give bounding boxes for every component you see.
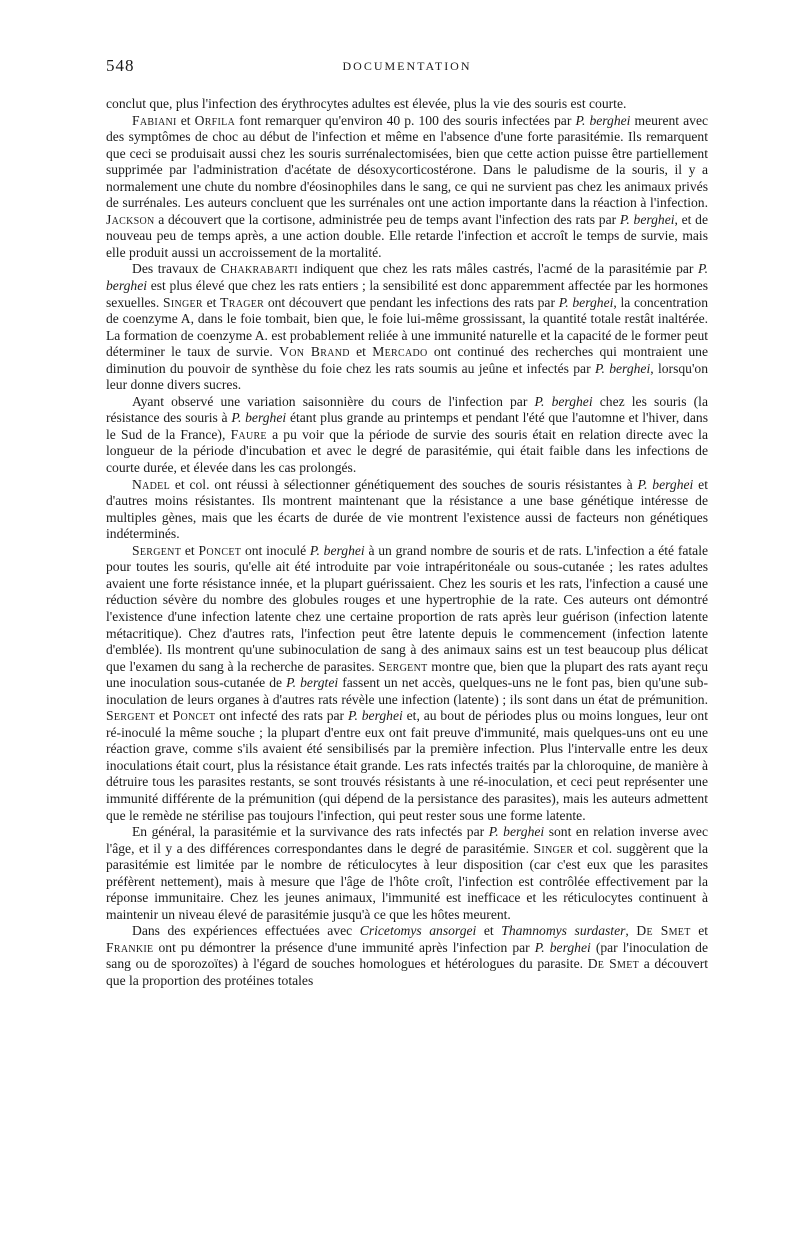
text-run: indiquent que chez les rats mâles castrés, l'acmé de la parasitémie par — [297, 261, 699, 277]
author-name: Fabiani — [132, 112, 177, 128]
author-name: Sergent — [106, 708, 156, 724]
author-name: Mercado — [372, 344, 428, 360]
author-name: Chakrabarti — [220, 261, 298, 277]
species-name: P. berghei — [309, 542, 365, 558]
species-name: P. berghei — [594, 360, 651, 376]
species-name: P. berghei — [106, 261, 708, 294]
author-name: De Smet — [587, 956, 640, 972]
text-run: sont en relation inverse avec l'âge, et il y a des différences correspondantes dans le degré de parasitémie. — [106, 824, 709, 856]
text-run: En général, la parasitémie et la survivance des rats infectés par — [132, 824, 489, 840]
species-name: P. berghei — [619, 211, 675, 227]
text-run: , — [625, 923, 637, 939]
species-name: Cricetomys ansorgei — [359, 923, 477, 939]
species-name: P. berghei — [534, 939, 591, 955]
text-run: et — [181, 542, 199, 558]
text-run: Ayant observé une variation saisonnière du cours de l'infection par — [132, 393, 535, 409]
text-run: et — [690, 923, 708, 939]
paragraph — [106, 477, 708, 543]
text-run: ont continué des recherches qui montraient une diminution du pouvoir de synthèse du foie chez les rats soumis au jeûne et infectés par — [106, 344, 708, 376]
species-name: P. berghei — [488, 824, 545, 840]
author-name: Singer — [533, 840, 574, 856]
text-run: et — [349, 344, 373, 360]
text-run: a découvert que la cortisone, administrée peu de temps avant l'infection des rats par — [154, 211, 620, 227]
text-run: ont infecté des rats par — [215, 708, 348, 724]
text-run: font remarquer qu'environ 40 p. 100 des souris infectées par — [235, 112, 576, 128]
species-name: P. berghei — [231, 410, 287, 426]
author-name: Orfila — [194, 112, 236, 128]
running-head: DOCUMENTATION — [342, 59, 472, 73]
text-run: ont inoculé — [241, 542, 310, 558]
page-header — [106, 56, 708, 82]
paragraph — [106, 923, 708, 989]
text-run: (par l'inoculation de sang ou de sporozoïtes) à l'égard de souches homologues et hétérologues du parasite. — [106, 939, 709, 972]
text-run: et — [476, 923, 502, 939]
paragraph — [106, 543, 708, 824]
author-name: Poncet — [198, 542, 242, 558]
text-run: et — [202, 294, 221, 310]
text-run: étant plus grande au printemps et pendant l'été que l'automne et l'hiver, dans le Sud de la France), — [106, 410, 708, 442]
text-run: , la concentration de coenzyme A, dans le foie tombait, bien que, le foie lui-même grossissant, la quantité totale restât inaltérée. La formation de coenzyme A. est probablement reliée à une immunité naturelle et la capacité de le former peut déterminer le taux de survie. — [106, 294, 709, 360]
paragraph — [106, 96, 708, 113]
text-run: est plus élevé que chez les rats entiers ; la sensibilité est donc apparemment affectée par les hormones sexuelles. — [106, 278, 708, 310]
author-name: Sergent — [378, 658, 428, 674]
text-run: et col. suggèrent que la parasitémie est limitée par le nombre de réticulocytes à leur disposition (car c'est eux que les parasites préfèrent nettement), mais à mesure que l'âge de l'hôte croît, l'infection est contrôlée effectivement par la réponse immunitaire. Chez les jeunes animaux, l'immunité est inefficace et les réticulocytes continuent à maintenir un niveau élevé de parasitémie jusqu'à ce que les hôtes meurent. — [106, 840, 708, 922]
text-run: et — [176, 112, 195, 128]
species-name: P. berghei — [534, 393, 593, 409]
author-name: Sergent — [132, 542, 182, 558]
text-run: et col. ont réussi à sélectionner génétiquement des souches de souris résistantes à — [169, 476, 638, 492]
text-run: a pu voir que la période de survie des souris était en relation directe avec la longueur de la période d'incubation et avec le degré de parasitémie, qui était faible dans les infections de courte durée, et élevée dans les cas prolongés. — [106, 426, 708, 476]
author-name: Trager — [220, 294, 265, 310]
species-name: Thamnomys surdaster — [501, 923, 626, 939]
text-run: et, au bout de périodes plus ou moins longues, leur ont ré-inoculé la même souche ; la plupart d'entre eux ont fait preuve d'immunité, mais quelques-uns ont eu une réaction grave, comme s'ils avaient été sensibilisés par la première infection. Plus l'intervalle entre les deux inoculations était court, plus la résistance était grande. Les rats infectés traités par la chloroquine, de manière à détruire tous les parasites restants, se sont trouvés résistants à une ré-inoculation, et ceci peut représenter une immunité différente de la prémunition (qui dépend de la persistance des parasites), mais les auteurs admettent que le remède ne stérilise pas toujours l'infection, qui peut rester sous une forme latente. — [106, 708, 708, 823]
text-run: meurent avec des symptômes de choc au début de l'infection et même en l'absence d'une forte parasitémie. Ils remarquent que ceci se produisait aussi chez les souris surrénalectomisées, bien que cette action puisse être partiellement supprimée par l'administration d'acétate de désoxycorticostérone. Dans le paludisme de la souris, il y a normalement une chute du nombre d'éosinophiles dans le sang, ce qui ne survient pas chez les animaux privés de surrénales. Les auteurs concluent que les surrénales ont une action importante dans la réaction à l'infection. — [106, 112, 709, 211]
page-number: 548 — [106, 56, 135, 75]
author-name: Jackson — [106, 211, 155, 227]
text-run: et d'autres moins résistantes. Ils montrent maintenant que la résistance a une base génétique intéresse de multiples gènes, mais que les écarts de durée de vie montrent l'existence aussi de facteurs non génétiques indéterminés. — [106, 476, 708, 542]
species-name: P. berghei — [347, 708, 403, 724]
text-run: fassent un net accès, quelques-uns ne le font pas, bien qu'une sub-inoculation de leurs organes à d'autres rats révèle une infection (latente) ; ils sont dans un état de prémunition. — [106, 675, 709, 707]
species-name: P. berghei — [575, 112, 631, 128]
text-run: Dans des expériences effectuées avec — [132, 923, 360, 939]
paragraph — [106, 824, 708, 923]
text-run: Des travaux de — [132, 261, 221, 277]
text-run: a découvert que la proportion des protéines totales — [106, 956, 708, 988]
species-name: P. berghei — [558, 294, 614, 310]
text-run: et — [155, 708, 173, 724]
species-name: P. bergtei — [286, 675, 339, 691]
species-name: P. berghei — [637, 476, 694, 492]
author-name: Nadel — [132, 476, 170, 492]
text-run: montre que, bien que la plupart des rats ayant reçu une inoculation sous-cutanée de — [106, 658, 708, 691]
text-run: , lorsqu'on leur donne divers sucres. — [106, 360, 708, 393]
author-name: De Smet — [636, 923, 691, 939]
body-text — [106, 96, 708, 990]
author-name: Poncet — [172, 708, 216, 724]
paragraph — [106, 394, 708, 477]
paragraph — [106, 113, 708, 262]
text-run: chez les souris (la résistance des souris à — [106, 393, 708, 426]
text-run: à un grand nombre de souris et de rats. L'infection a été fatale pour toutes les souris, qu'elle ait été introduite par voie intrapéritonéale ou sous-cutanée ; les rates adultes avaient une forte résistance innée, et la plupart guérissaient. Chez les souris et les rats, l'infection a causé une réduction sévère du nombre des globules rouges et une hypertrophie de la rate. Ces auteurs ont démontré l'existence d'une infection latente chez une certaine proportion de rats après leur guérison (infection latente métacritique). Chez d'autres rats, l'infection peut être latente depuis le commencement (infection latente d'emblée). Ils montrent qu'une subinoculation de sang à des animaux sains est un test beaucoup plus délicat que l'examen du sang à la recherche de parasites. — [106, 542, 709, 674]
text-run: , et de nouveau peu de temps après, a une action double. Elle retarde l'infection et accroît le temps de survie, mais elle produit aussi un accroissement de la mortalité. — [106, 211, 709, 260]
author-name: Singer — [162, 294, 203, 310]
author-name: Faure — [230, 426, 267, 442]
author-name: Von Brand — [279, 344, 350, 360]
paragraph — [106, 261, 708, 393]
text-run: ont pu démontrer la présence d'une immunité après l'infection par — [153, 939, 535, 955]
author-name: Frankie — [106, 939, 154, 955]
text-run: ont découvert que pendant les infections des rats par — [264, 294, 559, 310]
text-run: conclut que, plus l'infection des érythrocytes adultes est élevée, plus la vie des souris est courte. — [106, 96, 627, 111]
